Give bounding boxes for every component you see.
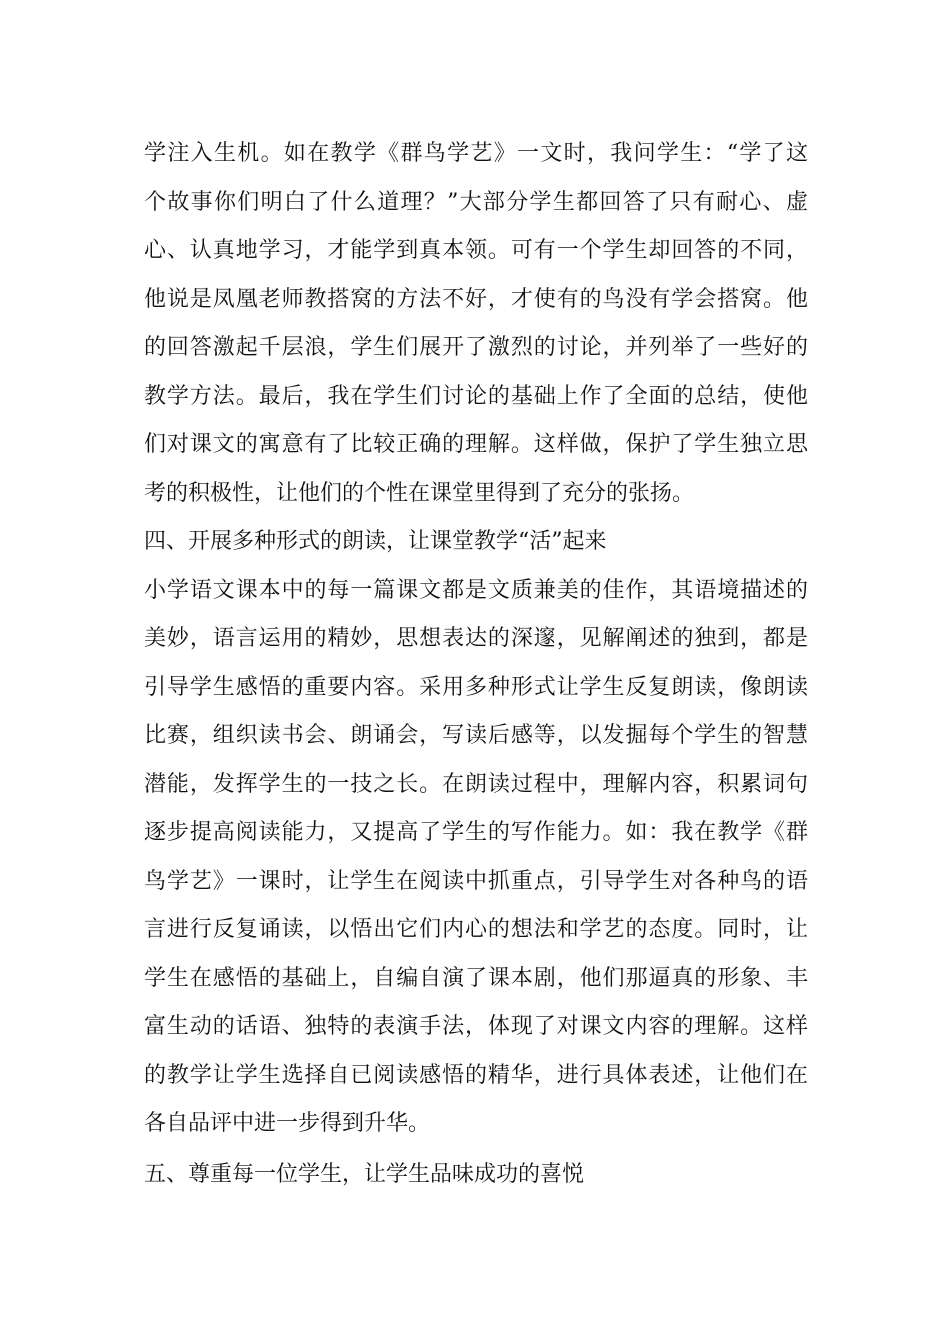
section-heading-5: 五、尊重每一位学生，让学生品味成功的喜悦	[144, 1161, 585, 1187]
section-heading-4: 四、开展多种形式的朗读，让课堂教学“活”起来	[144, 529, 607, 554]
paragraph-line: 考的积极性，让他们的个性在课堂里得到了充分的张扬。	[144, 480, 695, 506]
paragraph-line: 们对课文的寓意有了比较正确的理解。这样做，保护了学生独立思	[144, 432, 808, 457]
paragraph-2	[144, 567, 808, 1149]
paragraph-line: 比赛，组织读书会、朗诵会，写读后感等，以发掘每个学生的智慧	[144, 723, 808, 748]
paragraph-line: 美妙，语言运用的精妙，思想表达的深邃，见解阐述的独到，都是	[144, 626, 808, 651]
paragraph-line: 引导学生感悟的重要内容。采用多种形式让学生反复朗读，像朗读	[144, 674, 808, 700]
paragraph-line: 鸟学艺》一课时，让学生在阅读中抓重点，引导学生对各种鸟的语	[144, 868, 808, 894]
paragraph-line: 学注入生机。如在教学《群鸟学艺》一文时，我问学生：“学了这	[144, 141, 808, 166]
paragraph-line: 的教学让学生选择自已阅读感悟的精华，进行具体表述，让他们在	[144, 1062, 808, 1088]
paragraph-line: 小学语文课本中的每一篇课文都是文质兼美的佳作，其语境描述的	[144, 577, 808, 603]
paragraph-1	[144, 130, 808, 518]
paragraph-line: 富生动的话语、独特的表演手法，体现了对课文内容的理解。这样	[144, 1014, 808, 1039]
paragraph-line: 的回答激起千层浪，学生们展开了激烈的讨论，并列举了一些好的	[144, 335, 808, 360]
paragraph-line: 学生在感悟的基础上，自编自演了课本剧，他们那逼真的形象、丰	[144, 965, 808, 991]
paragraph-line: 教学方法。最后，我在学生们讨论的基础上作了全面的总结，使他	[144, 383, 808, 409]
paragraph-line: 逐步提高阅读能力，又提高了学生的写作能力。如：我在教学《群	[144, 820, 808, 845]
paragraph-line: 各自品评中进一步得到升华。	[144, 1111, 431, 1136]
paragraph-line: 潜能，发挥学生的一技之长。在朗读过程中，理解内容，积累词句	[144, 771, 808, 797]
paragraph-line: 心、认真地学习，才能学到真本领。可有一个学生却回答的不同，	[144, 238, 808, 263]
paragraph-line: 言进行反复诵读，以悟出它们内心的想法和学艺的态度。同时，让	[144, 917, 808, 942]
paragraph-line: 他说是凤凰老师教搭窝的方法不好，才使有的鸟没有学会搭窝。他	[144, 286, 808, 312]
paragraph-line: 个故事你们明白了什么道理？”大部分学生都回答了只有耐心、虚	[144, 189, 808, 215]
body-text	[144, 130, 808, 1199]
